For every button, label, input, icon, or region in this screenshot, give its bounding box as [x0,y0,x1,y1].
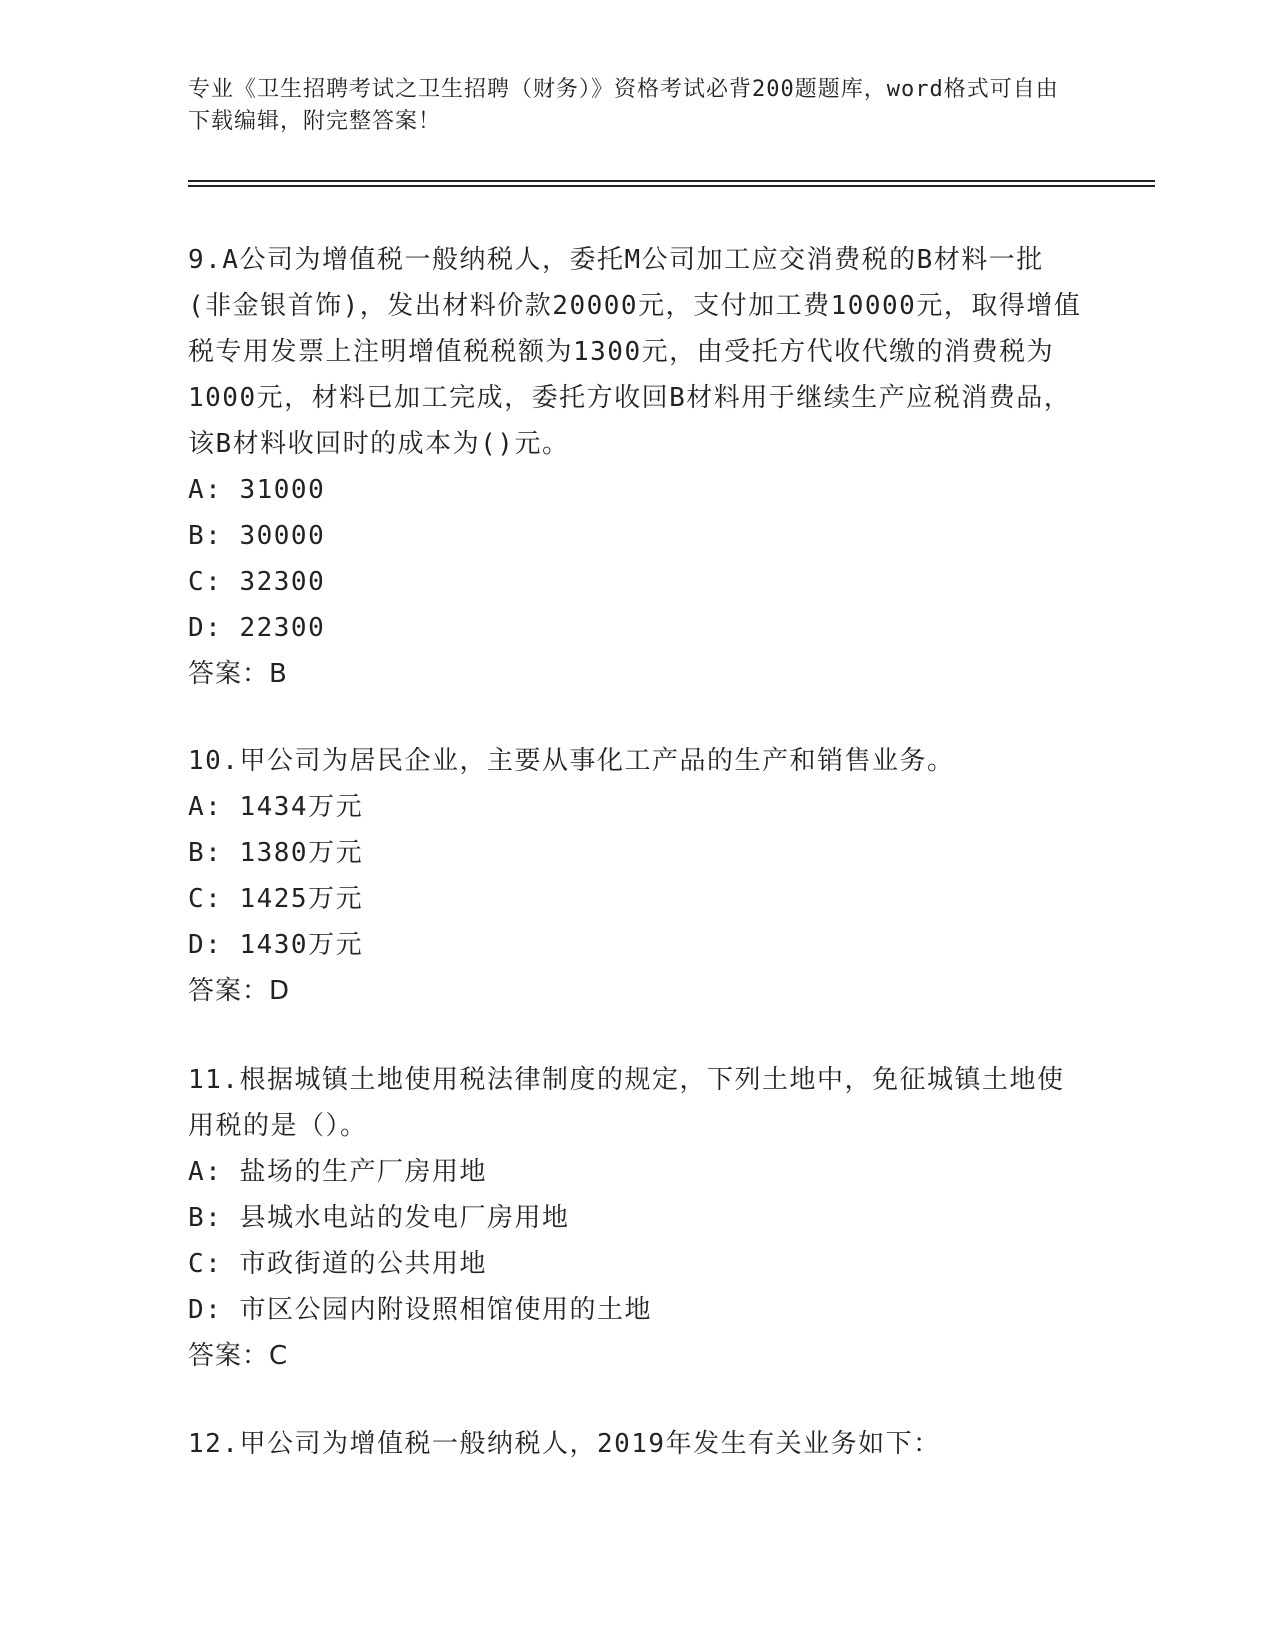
question-stem: 11.根据城镇土地使用税法律制度的规定，下列土地中，免征城镇土地使用税的是（）。 [188,1065,1065,1141]
question-stem: 9.A公司为增值税一般纳税人，委托M公司加工应交消费税的B材料一批(非金银首饰)，发出材料价款20000元，支付加工费10000元，取得增值税专用发票上注明增值税税额为1300元，由受托方代收代缴的消费税为1000元，材料已加工完成，委托方收回B材料用于继续生产应税消费品，该B材料收回时的成本为()元。 [188,245,1082,459]
question-10 [188,738,1088,1014]
document-header: 专业《卫生招聘考试之卫生招聘（财务）》资格考试必背200题题库，word格式可自由下载编辑，附完整答案！ [188,77,1059,134]
question-9 [188,237,1088,697]
answer-line: 答案：B [188,659,288,689]
option-d: D: 22300 [188,613,326,643]
option-b: B: 1380万元 [188,838,364,868]
question-stem: 12.甲公司为增值税一般纳税人，2019年发生有关业务如下： [188,1429,941,1459]
option-b: B: 30000 [188,521,326,551]
option-c: C: 32300 [188,567,326,597]
option-a: A: 1434万元 [188,792,364,822]
header-divider-top [188,180,1155,182]
question-11 [188,1057,1088,1379]
answer-line: 答案：C [188,1341,289,1371]
option-b: B: 县城水电站的发电厂房用地 [188,1203,570,1233]
option-a: A: 盐场的生产厂房用地 [188,1157,487,1187]
question-stem: 10.甲公司为居民企业，主要从事化工产品的生产和销售业务。 [188,746,955,776]
option-d: D: 1430万元 [188,930,364,960]
question-12 [188,1421,1088,1467]
option-a: A: 31000 [188,475,326,505]
answer-line: 答案：D [188,976,291,1006]
header-divider-bottom [188,185,1155,187]
option-c: C: 1425万元 [188,884,364,914]
option-d: D: 市区公园内附设照相馆使用的土地 [188,1295,652,1325]
option-c: C: 市政街道的公共用地 [188,1249,487,1279]
